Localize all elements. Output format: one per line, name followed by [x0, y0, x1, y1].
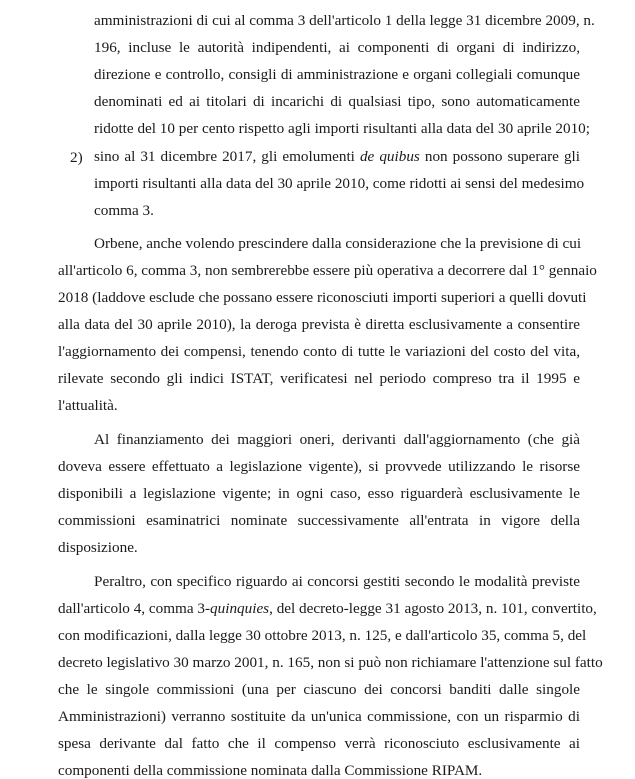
text-line: ridotte del 10 per cento rispetto agli importi risultanti alla data del 30 aprile 2010;	[94, 120, 590, 137]
text-line: l'aggiornamento dei compensi, tenendo conto di tutte le variazioni del costo del vita,	[58, 343, 580, 360]
text-line: spesa derivante dal fatto che il compenso verrà riconosciuto esclusivamente ai	[58, 735, 580, 752]
text-line: dall'articolo 4, comma 3-quinquies, del decreto-legge 31 agosto 2013, n. 101, convertito,	[58, 600, 597, 617]
text-line: componenti della commissione nominata dalla Commissione RIPAM.	[58, 762, 483, 779]
text-line: comma 3.	[94, 202, 154, 219]
text-line: Al finanziamento dei maggiori oneri, derivanti dall'aggiornamento (che già	[94, 431, 580, 448]
list-number: 2)	[70, 149, 83, 166]
text-line: sino al 31 dicembre 2017, gli emolumenti de quibus non possono superare gli	[94, 148, 580, 165]
text-line: disposizione.	[58, 539, 138, 556]
text-line: che le singole commissioni (una per ciascuno dei concorsi banditi dalle singole	[58, 681, 580, 698]
text-line: rilevate secondo gli indici ISTAT, verificatesi nel periodo compreso tra il 1995 e	[58, 370, 580, 387]
text-line: direzione e controllo, consigli di amministrazione e organi collegiali comunque	[94, 66, 580, 83]
text-line: denominati ed ai titolari di incarichi di qualsiasi tipo, sono automaticamente	[94, 93, 580, 110]
text-line: importi risultanti alla data del 30 aprile 2010, come ridotti ai sensi del medesimo	[94, 175, 585, 192]
latin-emphasis: quinquies	[210, 600, 270, 617]
text-line: Orbene, anche volendo prescindere dalla considerazione che la previsione di cui	[94, 235, 582, 252]
text-line: l'attualità.	[58, 397, 118, 414]
text-line: Amministrazioni) verranno sostituite da un'unica commissione, con un risparmio di	[58, 708, 580, 725]
text-line: doveva essere effettuato a legislazione vigente), si provvede utilizzando le risorse	[58, 458, 580, 475]
text-line: all'articolo 6, comma 3, non sembrerebbe essere più operativa a decorrere dal 1° gennaio	[58, 262, 597, 279]
text-line: 196, incluse le autorità indipendenti, ai componenti di organi di indirizzo,	[94, 39, 580, 56]
text-line: amministrazioni di cui al comma 3 dell'articolo 1 della legge 31 dicembre 2009, n.	[94, 12, 595, 29]
text-line: con modificazioni, dalla legge 30 ottobre 2013, n. 125, e dall'articolo 35, comma 5, del	[58, 627, 587, 644]
text-line: 2018 (laddove esclude che possano essere riconosciuti importi superiori a quelli dovuti	[58, 289, 587, 306]
text-line: decreto legislativo 30 marzo 2001, n. 165, non si può non richiamare l'attenzione sul fatto	[58, 654, 603, 671]
text-line: alla data del 30 aprile 2010), la deroga prevista è diretta esclusivamente a consentire	[58, 316, 580, 333]
text-line: disponibili a legislazione vigente; in ogni caso, esso riguarderà esclusivamente le	[58, 485, 580, 502]
text-line: commissioni esaminatrici nominate successivamente all'entrata in vigore della	[58, 512, 580, 529]
text-line: Peraltro, con specifico riguardo ai concorsi gestiti secondo le modalità previste	[94, 573, 580, 590]
latin-emphasis: de quibus	[359, 148, 420, 165]
